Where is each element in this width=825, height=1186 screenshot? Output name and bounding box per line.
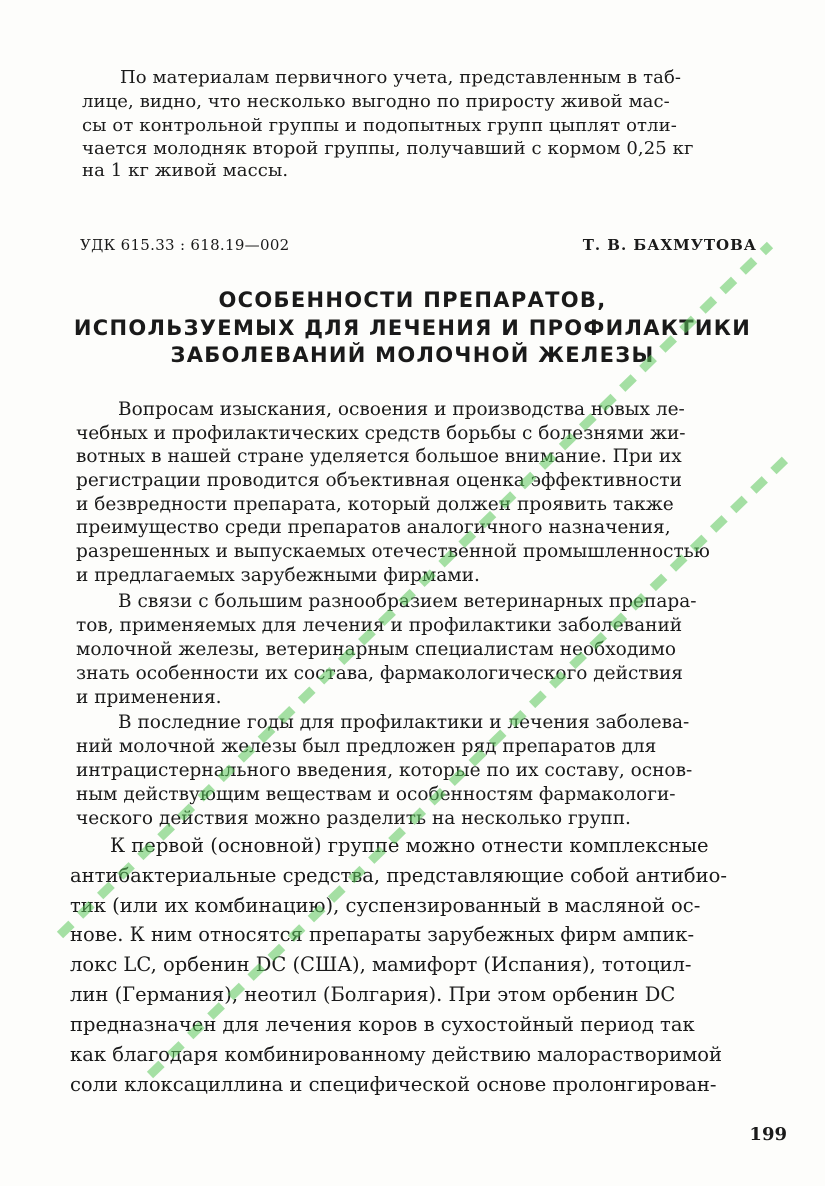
text-line: и применения. — [76, 687, 222, 708]
text-line: знать особенности их состава, фармакологического действия — [76, 663, 683, 684]
text-line: тов, применяемых для лечения и профилактики заболеваний — [76, 615, 683, 636]
text-line: предназначен для лечения коров в сухостойный период так — [70, 1013, 695, 1036]
text-line: сы от контрольной группы и подопытных групп цыплят отли- — [82, 115, 677, 136]
text-line: интрацистернального введения, которые по их составу, основ- — [76, 760, 693, 781]
text-line: лин (Германия), неотил (Болгария). При этом орбенин DC — [70, 983, 676, 1006]
text-line: чается молодняк второй группы, получавший с кормом 0,25 кг — [82, 138, 694, 159]
page-number: 199 — [749, 1124, 787, 1145]
text-line: нове. К ним относятся препараты зарубежных фирм ампик- — [70, 923, 695, 946]
text-line: разрешенных и выпускаемых отечественной промышленностью — [76, 541, 710, 562]
text-line: Вопросам изыскания, освоения и производства новых ле- — [118, 399, 685, 420]
text-line: регистрации проводится объективная оценка эффективности — [76, 470, 682, 491]
title-line: ЗАБОЛЕВАНИЙ МОЛОЧНОЙ ЖЕЛЕЗЫ — [170, 343, 655, 367]
text-line: как благодаря комбинированному действию малорастворимой — [70, 1043, 722, 1066]
text-line: локс LC, орбенин DC (США), мамифорт (Испания), тотоцил- — [70, 953, 692, 976]
text-line: По материалам первичного учета, представленным в таб- — [120, 67, 682, 88]
udc-code: УДК 615.33 : 618.19—002 — [80, 236, 290, 254]
text-line: В связи с большим разнообразием ветеринарных препара- — [118, 591, 697, 612]
text-line: ным действующим веществам и особенностям фармакологи- — [76, 784, 676, 805]
text-line: тик (или их комбинацию), суспензированный в масляной ос- — [70, 894, 701, 917]
text-line: чебных и профилактических средств борьбы с болезнями жи- — [76, 423, 686, 444]
text-line: вотных в нашей стране уделяется большое внимание. При их — [76, 446, 682, 467]
text-line: преимущество среди препаратов аналогичного назначения, — [76, 517, 671, 538]
text-line: В последние годы для профилактики и лечения заболева- — [118, 712, 690, 733]
text-line: ческого действия можно разделить на несколько групп. — [76, 808, 631, 829]
title-line: ОСОБЕННОСТИ ПРЕПАРАТОВ, — [218, 288, 607, 312]
text-line: и безвредности препарата, который должен проявить также — [76, 494, 674, 515]
text-line: лице, видно, что несколько выгодно по приросту живой мас- — [82, 91, 670, 112]
text-line: соли клоксациллина и специфической основе пролонгирован- — [70, 1073, 717, 1096]
text-line: К первой (основной) группе можно отнести комплексные — [110, 834, 709, 857]
text-line: антибактериальные средства, представляющие собой антибио- — [70, 864, 727, 887]
text-line: ний молочной железы был предложен ряд препаратов для — [76, 736, 657, 757]
text-line: молочной железы, ветеринарным специалистам необходимо — [76, 639, 677, 660]
text-line: и предлагаемых зарубежными фирмами. — [76, 565, 480, 586]
title-line: ИСПОЛЬЗУЕМЫХ ДЛЯ ЛЕЧЕНИЯ И ПРОФИЛАКТИКИ — [73, 316, 752, 340]
author-name: Т. В. БАХМУТОВА — [582, 236, 757, 254]
text-line: на 1 кг живой массы. — [82, 160, 289, 181]
